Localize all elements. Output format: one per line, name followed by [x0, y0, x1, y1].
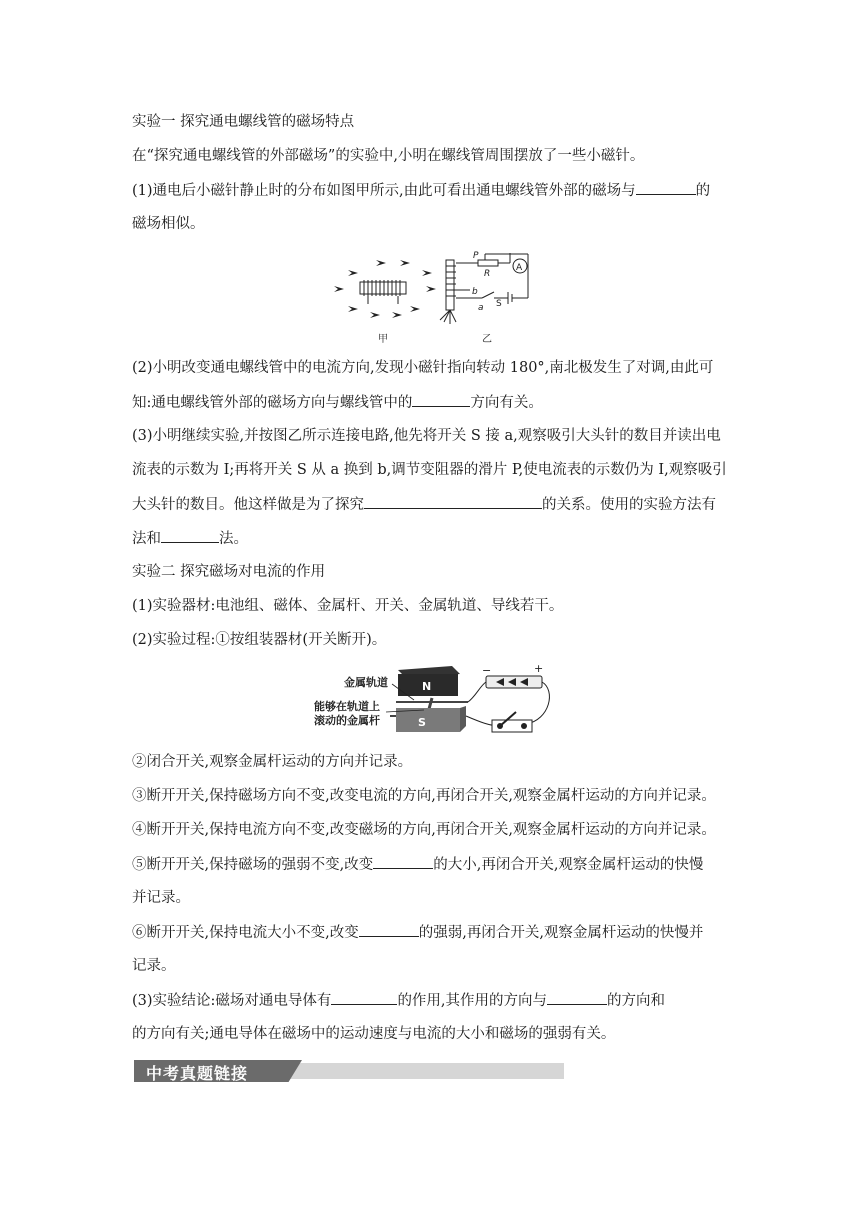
banner-label: 中考真题链接 [146, 1064, 249, 1083]
exp2-step3: ③断开开关,保持磁场方向不变,改变电流的方向,再闭合开关,观察金属杆运动的方向并记录。 [132, 788, 716, 804]
exp2-title: 实验二 探究磁场对电流的作用 [132, 564, 326, 580]
q3-line4: 法和 法。 [132, 528, 248, 549]
exp1-title: 实验一 探究通电螺线管的磁场特点 [132, 114, 355, 130]
exp2-step6-line2: 记录。 [132, 958, 176, 974]
exp1-intro: 在“探究通电螺线管的外部磁场”的实验中,小明在螺线管周围摆放了一些小磁针。 [132, 148, 645, 164]
answer-blank[interactable] [636, 180, 696, 195]
q3-line1: (3)小明继续实验,并按图乙所示连接电路,他先将开关 S 接 a,观察吸引大头针的数目并读出电 [132, 428, 721, 444]
svg-text:a: a [478, 303, 484, 313]
svg-text:S: S [418, 716, 426, 729]
exp2-step5-line2: 并记录。 [132, 890, 190, 906]
q3-line3: 大头针的数目。他这样做是为了探究 的关系。使用的实验方法有 [132, 494, 716, 515]
ammeter-icon: A [516, 263, 523, 273]
section-banner [134, 1060, 564, 1082]
q2-line2: 知:通电螺线管外部的磁场方向与螺线管中的 方向有关。 [132, 392, 543, 413]
svg-text:P: P [473, 251, 479, 261]
svg-text:+: + [534, 662, 544, 675]
svg-text:R: R [484, 269, 491, 279]
exp2-s1: (1)实验器材:电池组、磁体、金属杆、开关、金属轨道、导线若干。 [132, 598, 564, 614]
answer-blank[interactable] [359, 922, 419, 937]
answer-blank[interactable] [373, 854, 433, 869]
answer-blank[interactable] [331, 990, 397, 1005]
answer-blank[interactable] [412, 392, 470, 407]
figure-solenoid-circuit [330, 246, 550, 346]
svg-text:S: S [496, 299, 502, 309]
answer-blank[interactable] [547, 990, 607, 1005]
exp2-conclusion-line2: 的方向有关;通电导体在磁场中的运动速度与电流的大小和磁场的强弱有关。 [132, 1026, 616, 1042]
exp2-step4: ④断开开关,保持电流方向不变,改变磁场的方向,再闭合开关,观察金属杆运动的方向并记录。 [132, 822, 716, 838]
solenoid-coil [360, 280, 406, 304]
label-yi: 乙 [482, 334, 492, 345]
q1-line2: 磁场相似。 [132, 216, 205, 232]
exp2-step2: ②闭合开关,观察金属杆运动的方向并记录。 [132, 754, 413, 770]
q1-line1: (1)通电后小磁针静止时的分布如图甲所示,由此可看出通电螺线管外部的磁场与 的 [132, 180, 710, 201]
svg-text:滚动的金属杆: 滚动的金属杆 [314, 714, 380, 727]
q2-line1: (2)小明改变通电螺线管中的电流方向,发现小磁针指向转动 180°,南北极发生了对调,由此可 [132, 360, 714, 376]
answer-blank[interactable] [364, 494, 542, 509]
svg-text:N: N [422, 680, 432, 693]
q3-line2: 流表的示数为 I;再将开关 S 从 a 换到 b,调节变阻器的滑片 P,使电流表的示数仍为 I,观察吸引 [132, 462, 727, 478]
svg-text:b: b [472, 287, 478, 297]
svg-text:金属轨道: 金属轨道 [344, 676, 388, 689]
label-jia: 甲 [378, 334, 388, 345]
svg-text:能够在轨道上: 能够在轨道上 [314, 700, 380, 713]
exp2-s2: (2)实验过程:①按组装器材(开关断开)。 [132, 632, 387, 648]
circuit-diagram [440, 253, 528, 324]
svg-text:−: − [482, 664, 492, 677]
figure-motor-apparatus [300, 660, 562, 744]
answer-blank[interactable] [161, 528, 219, 543]
exp2-step5-line1: ⑤断开开关,保持磁场的强弱不变,改变 的大小,再闭合开关,观察金属杆运动的快慢 [132, 854, 703, 875]
exp2-step6-line1: ⑥断开开关,保持电流大小不变,改变 的强弱,再闭合开关,观察金属杆运动的快慢并 [132, 922, 703, 943]
exp2-conclusion-line1: (3)实验结论:磁场对通电导体有 的作用,其作用的方向与 的方向和 [132, 990, 665, 1011]
